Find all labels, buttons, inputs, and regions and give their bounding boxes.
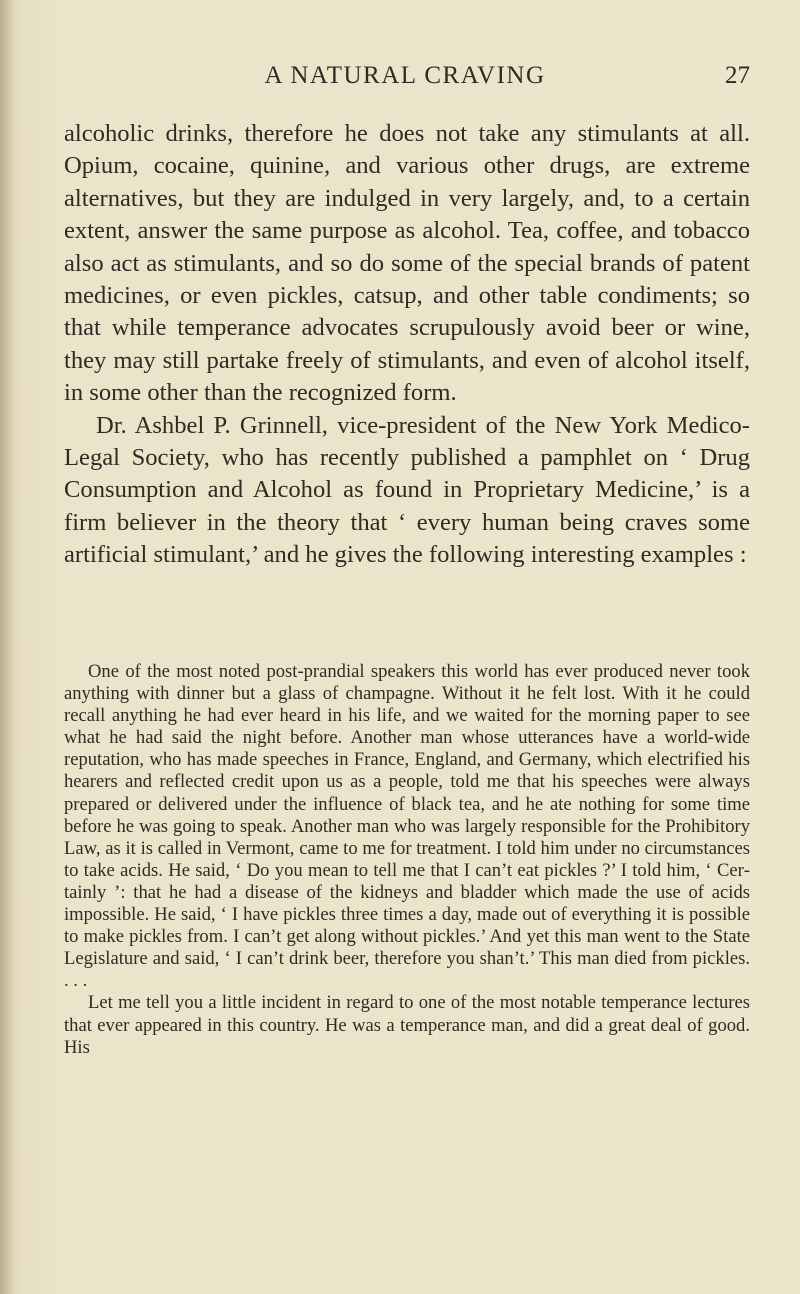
body-text <box>64 118 750 572</box>
page-number: 27 <box>725 62 750 89</box>
quote-paragraph: Let me tell you a little incident in regard to one of the most notable temperance lectures that ever appeared in this country. He was a temperance man, and did a great deal of good. His <box>64 992 750 1058</box>
quote-paragraph: One of the most noted post-prandial speakers this world has ever produced never took anything with dinner but a glass of champagne. Without it he felt lost. With it he could recall anything he had ever heard in his life, and we waited for the morning paper to see what he had said the night before. Another man whose utterances have a world-wide reputation, who has made speeches in France, England, and Germany, which electrified his hearers and reflected credit upon us as a people, told me that his speeches were always prepared or delivered under the influence of black tea, and he ate nothing for some time before he was going to speak. Another man who was largely responsible for the Prohibitory Law, as it is called in Vermont, came to me for treatment. I told him under no circumstances to take acids. He said, ‘ Do you mean to tell me that I can’t eat pickles ?’ I told him, ‘ Certainly ’: that he had a disease of the kidneys and bladder which made the use of acids impossible. He said, ‘ I have pickles three times a day, made out of everything it is possible to make pickles from. I can’t get along without pickles.’ And yet this man went to the State Legislature and said, ‘ I can’t drink beer, therefore you shan’t.’ This man died from pickles. . . . <box>64 661 750 992</box>
block-quote <box>64 661 750 1059</box>
body-paragraph: alcoholic drinks, therefore he does not take any stimulants at all. Opium, cocaine, quinine, and various other drugs, are extreme alternatives, but they are indulged in very largely, and, to a certain extent, answer the same purpose as alcohol. Tea, coffee, and tobacco also act as stimulants, and so do some of the special brands of patent medicines, or even pickles, catsup, and other table condiments; so that while temperance advocates scrupulously avoid beer or wine, they may still partake freely of stimulants, and even of alcohol itself, in some other than the recognized form. <box>64 120 750 407</box>
running-head: A NATURAL CRAVING <box>264 62 546 89</box>
page-header <box>60 62 750 96</box>
page-gutter <box>0 0 14 1294</box>
body-paragraph: Dr. Ashbel P. Grinnell, vice-president of the New York Medico-Legal Society, who has recently published a pamphlet on ‘ Drug Consumption and Alcohol as found in Proprietary Medicine,’ is a firm believer in the theory that ‘ every human being craves some artificial stimulant,’ and he gives the following interesting examples : <box>64 411 750 569</box>
